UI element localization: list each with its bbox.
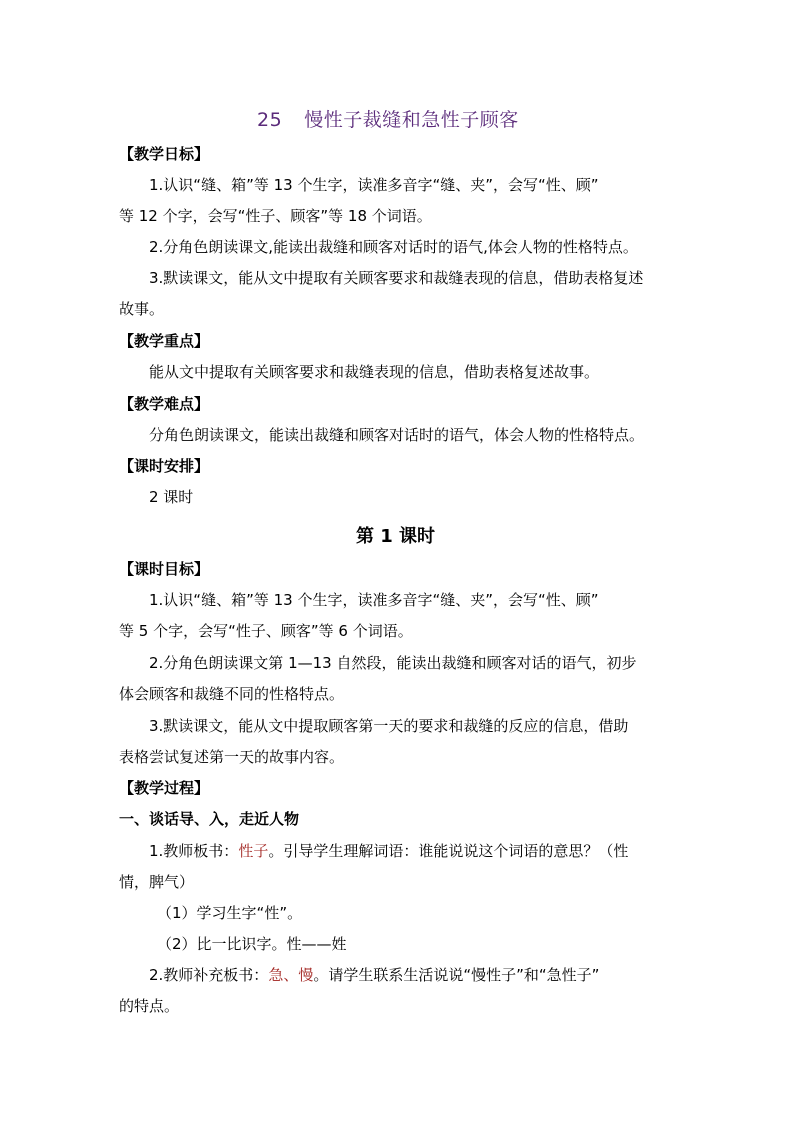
lesson-goal-2-line-2: 体会顾客和裁缝不同的性格特点。 — [119, 685, 345, 703]
objective-1-line-1: 1.认识“缝、箱”等 13 个生字，读准多音字“缝、夹”，会写“性、顾” — [149, 176, 599, 194]
objectives-heading: 【教学日标】 — [119, 145, 210, 163]
lesson-title-text: 慢性子裁缝和急性子顾客 — [304, 109, 519, 131]
process-step-2 — [149, 964, 599, 986]
process-step-1 — [149, 840, 628, 862]
lesson-goal-1-line-1: 1.认识“缝、箱”等 13 个生字，读准多音字“缝、夹”，会写“性、顾” — [149, 591, 599, 609]
step-2-board-words: 急、慢 — [268, 966, 314, 984]
lesson-goal-1-line-2: 等 5 个字，会写“性子、顾客”等 6 个词语。 — [119, 622, 413, 640]
step-2-prefix: 2.教师补充板书： — [149, 966, 269, 984]
objective-3-line-2: 故事。 — [119, 300, 165, 318]
step-1-suffix: 。引导学生理解词语：谁能说说这个词语的意思？（性 — [268, 842, 629, 860]
key-points-text: 能从文中提取有关顾客要求和裁缝表现的信息，借助表格复述故事。 — [149, 363, 600, 381]
lesson-goals-heading: 【课时目标】 — [119, 560, 210, 578]
schedule-heading: 【课时安排】 — [119, 457, 210, 475]
process-heading: 【教学过程】 — [119, 779, 210, 797]
step-2-suffix: 。请学生联系生活说说“慢性子”和“急性子” — [313, 966, 600, 984]
step-1-board-word: 性子 — [238, 842, 269, 860]
key-points-heading: 【教学重点】 — [119, 332, 210, 350]
objective-2: 2.分角色朗读课文,能读出裁缝和顾客对话时的语气,体会人物的性格特点。 — [149, 238, 638, 256]
objective-3-line-1: 3.默读课文，能从文中提取有关顾客要求和裁缝表现的信息，借助表格复述 — [149, 269, 644, 287]
lesson-title — [257, 105, 519, 132]
lesson-number: 25 — [257, 109, 283, 131]
lesson-goal-2-line-1: 2.分角色朗读课文第 1—13 自然段，能读出裁缝和顾客对话的语气，初步 — [149, 654, 637, 672]
objective-1-line-2: 等 12 个字，会写“性子、顾客”等 18 个词语。 — [119, 207, 432, 225]
process-substep-1: （1）学习生字“性”。 — [157, 904, 303, 922]
process-substep-2: （2）比一比识字。性——姓 — [157, 935, 347, 953]
lesson-goal-3-line-1: 3.默读课文，能从文中提取顾客第一天的要求和裁缝的反应的信息，借助 — [149, 717, 629, 735]
schedule-text: 2 课时 — [149, 488, 194, 506]
process-step-1-line-2: 情，脾气） — [119, 873, 195, 891]
step-1-prefix: 1.教师板书： — [149, 842, 239, 860]
lesson-1-title: 第 1 课时 — [356, 526, 436, 547]
difficulties-heading: 【教学难点】 — [119, 395, 210, 413]
process-part-1-heading: 一、谈话导、入，走近人物 — [119, 810, 300, 828]
lesson-goal-3-line-2: 表格尝试复述第一天的故事内容。 — [119, 748, 345, 766]
process-step-2-line-2: 的特点。 — [119, 997, 180, 1015]
difficulties-text: 分角色朗读课文，能读出裁缝和顾客对话时的语气，体会人物的性格特点。 — [149, 426, 645, 444]
